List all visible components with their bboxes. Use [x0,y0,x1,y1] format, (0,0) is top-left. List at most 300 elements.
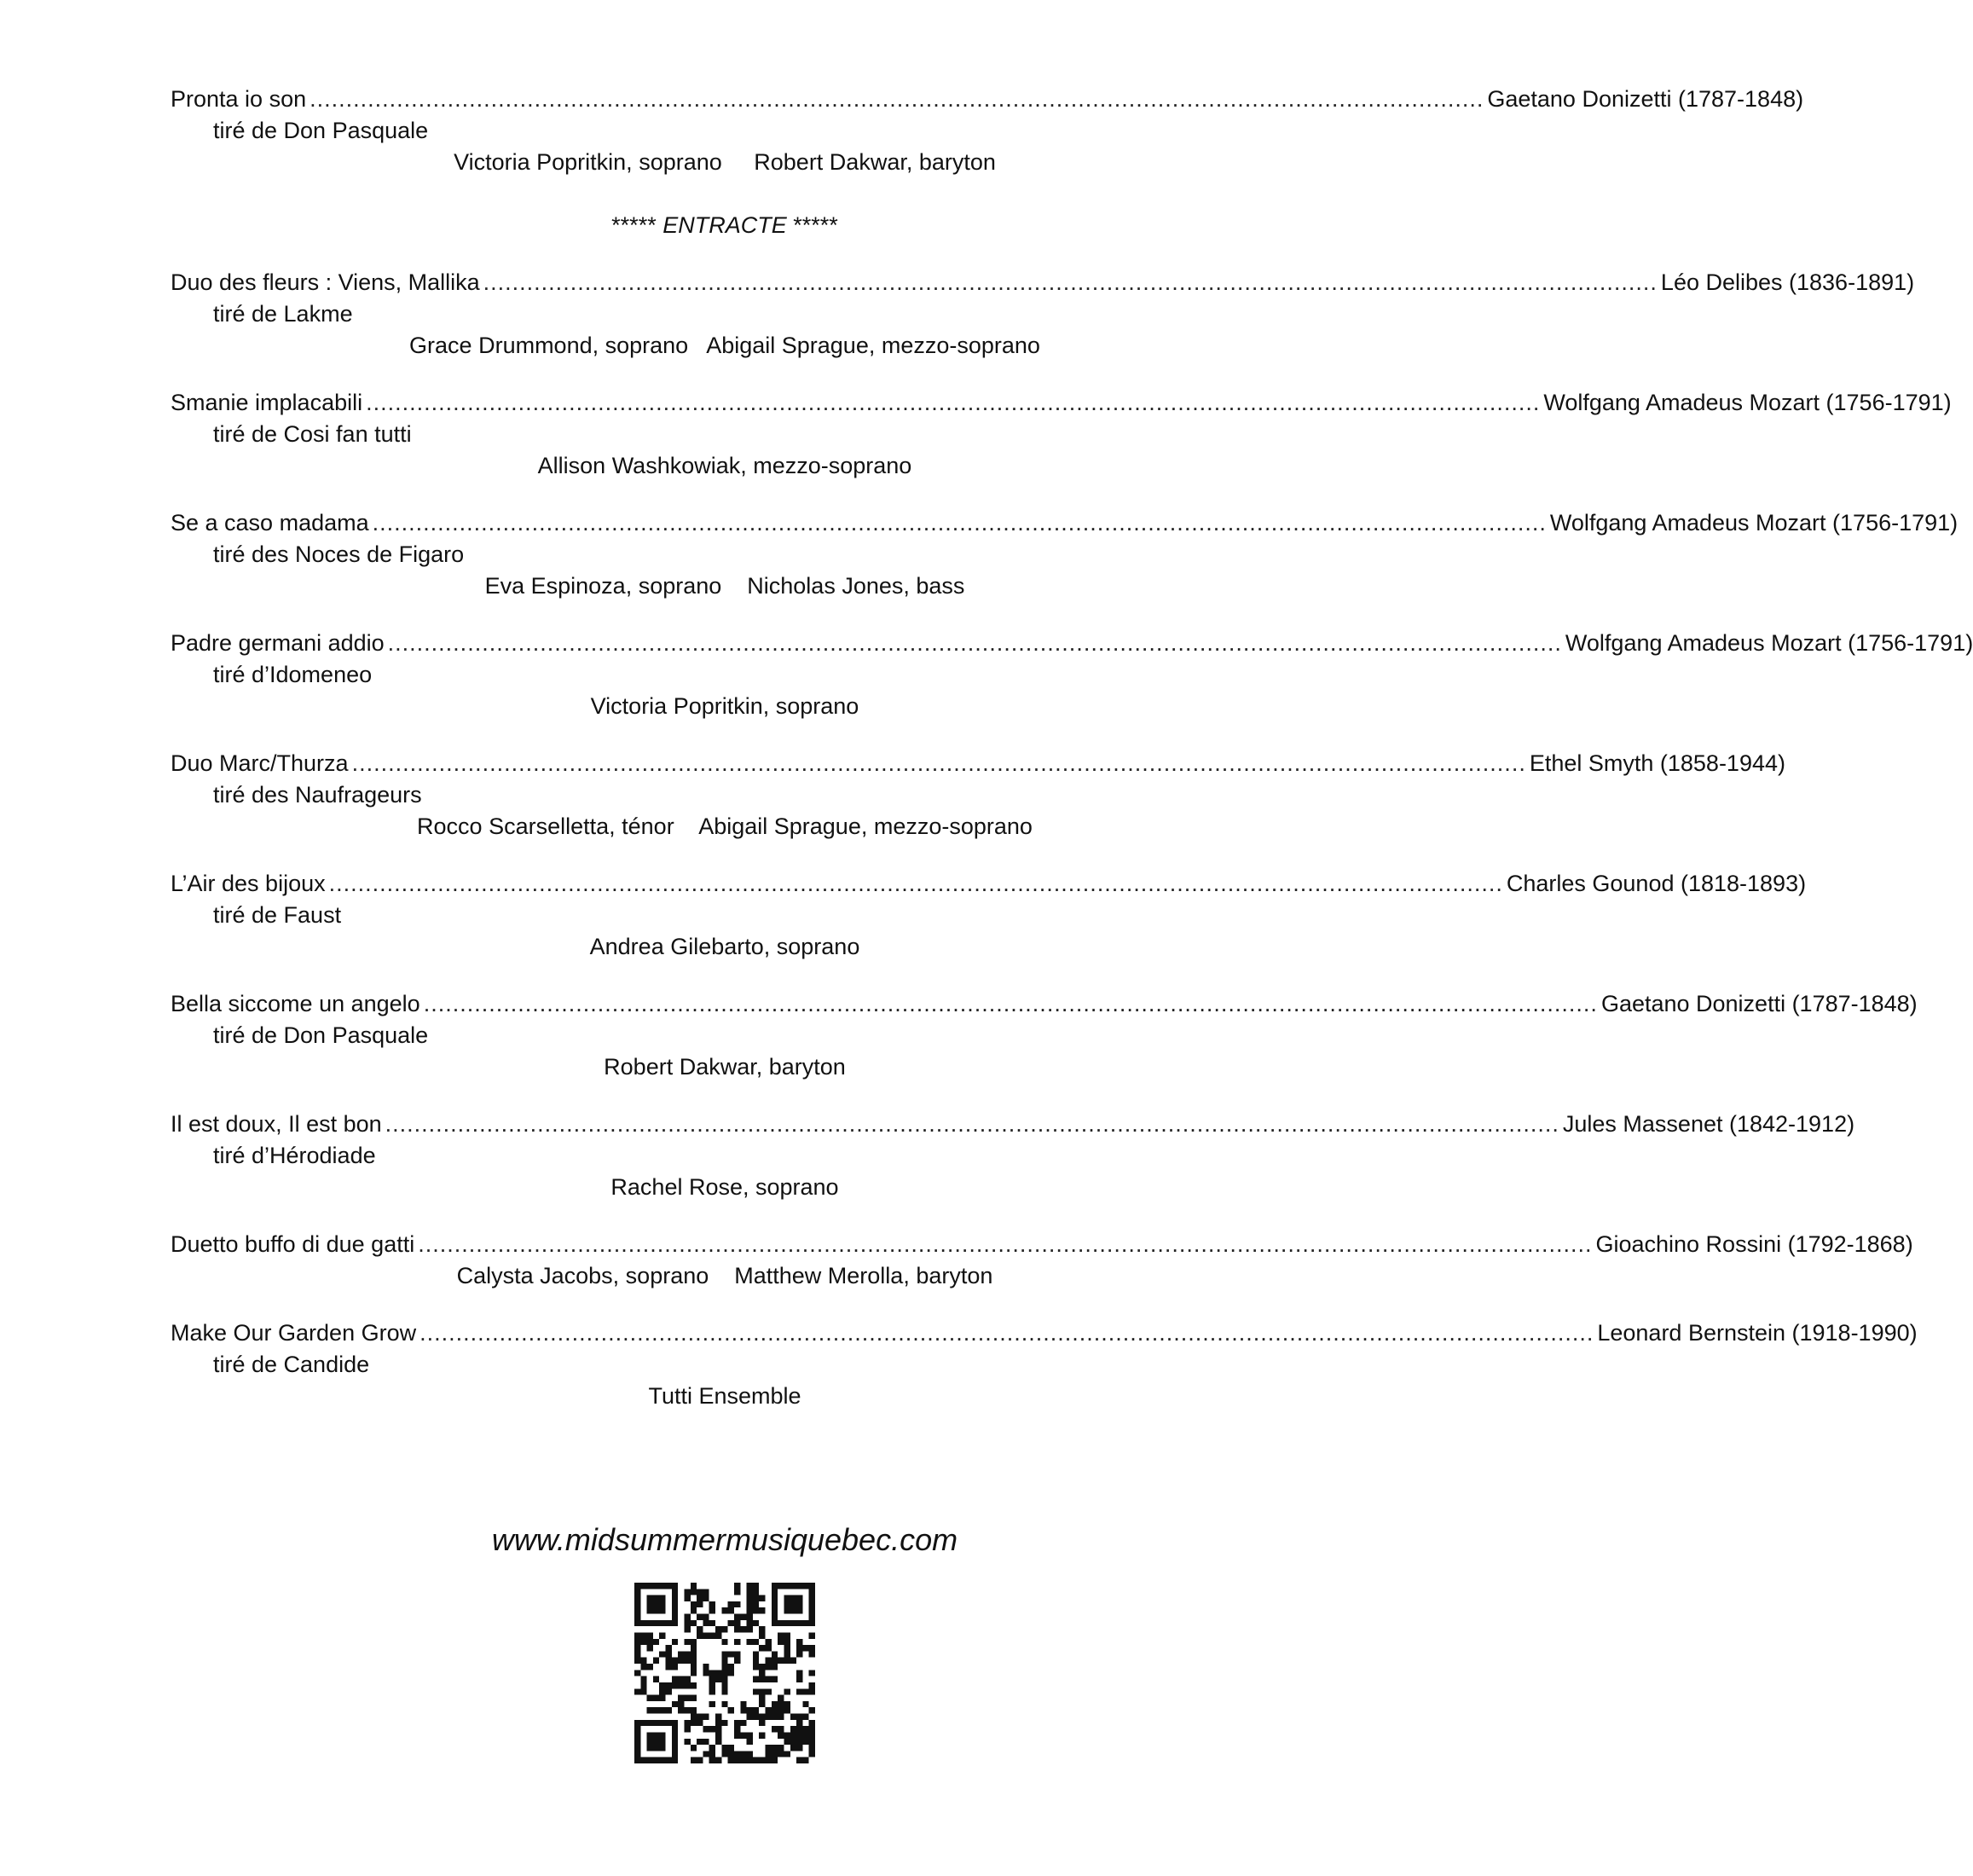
piece-title: Duetto buffo di due gatti [171,1231,415,1257]
qr-module [697,1601,703,1607]
qr-module [778,1751,784,1757]
qr-module [790,1745,796,1751]
entracte-heading [171,210,1279,241]
qr-module [640,1664,646,1670]
qr-module [691,1589,697,1595]
qr-module [740,1701,746,1707]
qr-module [802,1757,808,1763]
qr-module [772,1757,778,1763]
qr-module [653,1695,659,1701]
qr-module [721,1745,727,1751]
qr-module [759,1664,765,1670]
qr-module [759,1720,765,1726]
qr-module [740,1720,746,1726]
qr-module [759,1632,765,1638]
source-opera: tiré de Cosi fan tutti [213,421,412,447]
qr-module [691,1607,697,1613]
qr-module [802,1645,808,1651]
qr-module [796,1714,802,1720]
qr-module [784,1707,790,1713]
qr-module [759,1714,765,1720]
qr-module [728,1751,734,1757]
qr-module [790,1658,796,1664]
qr-module [766,1676,772,1682]
qr-module [759,1695,765,1701]
dot-leader: .................................................................................................................................................................. [366,390,1541,415]
qr-module [666,1664,672,1670]
qr-module [640,1688,646,1694]
programme-item [171,1109,1855,1203]
piece-title: Bella siccome un angelo [171,991,420,1016]
composer: Wolfgang Amadeus Mozart (1756-1791) [1549,510,1959,536]
qr-module [721,1639,727,1645]
qr-module [747,1732,753,1738]
qr-module [647,1664,653,1670]
qr-module [796,1726,802,1732]
qr-module [666,1682,672,1688]
source-opera: tiré d’Idomeneo [213,662,373,687]
piece-title: Il est doux, Il est bon [171,1111,382,1137]
qr-module [766,1658,772,1664]
qr-module [802,1688,808,1694]
qr-module [753,1595,759,1601]
qr-module [734,1751,740,1757]
qr-module [721,1701,727,1707]
qr-module [753,1601,759,1607]
qr-module [747,1583,753,1589]
qr-module [647,1639,653,1645]
source-opera: tiré d’Hérodiade [213,1143,376,1168]
qr-module [684,1720,690,1726]
piece-title: Smanie implacabili [171,390,363,415]
entracte-stars-left: ***** [611,212,657,238]
qr-module [759,1688,765,1694]
qr-module [772,1726,778,1732]
qr-module [778,1658,784,1664]
performers: Grace Drummond, soprano Abigail Sprague, mezzo-soprano [409,333,1040,358]
qr-module [747,1626,753,1632]
qr-module [703,1632,709,1638]
qr-module [691,1682,697,1688]
qr-module [747,1757,753,1763]
qr-module [766,1639,772,1645]
source-opera: tiré des Naufrageurs [213,782,422,808]
qr-module [634,1651,640,1657]
piece-title: Make Our Garden Grow [171,1320,417,1346]
qr-module [753,1707,759,1713]
qr-module [809,1751,815,1757]
composer: Ethel Smyth (1858-1944) [1529,750,1785,776]
qr-module [684,1739,690,1745]
qr-module [734,1614,740,1620]
qr-module [715,1732,721,1738]
programme-list [171,84,1973,1438]
piece-title: Padre germani addio [171,630,385,656]
qr-module [653,1707,659,1713]
qr-module [734,1720,740,1726]
qr-module [809,1707,815,1713]
qr-module [753,1757,759,1763]
qr-module [634,1639,640,1645]
qr-module [759,1701,765,1707]
qr-module [703,1739,709,1745]
qr-module [697,1632,703,1638]
qr-module [691,1620,697,1626]
qr-module [678,1682,684,1688]
qr-module [784,1739,790,1745]
qr-module [684,1589,690,1595]
qr-module [647,1632,653,1638]
qr-module [809,1682,815,1688]
qr-module [678,1676,684,1682]
qr-module [697,1614,703,1620]
qr-module [747,1601,753,1607]
qr-module [747,1639,753,1645]
dot-leader: .................................................................................................................................................................. [423,991,1598,1016]
qr-module [809,1688,815,1694]
qr-module [684,1651,690,1657]
performers: Calysta Jacobs, soprano Matthew Merolla, baryton [456,1263,993,1288]
qr-module [772,1751,778,1757]
qr-module [809,1651,815,1657]
qr-module [740,1757,746,1763]
qr-module [715,1626,721,1632]
qr-module [691,1583,697,1589]
qr-module [653,1658,659,1664]
qr-module [747,1595,753,1601]
qr-module [772,1701,778,1707]
qr-module [672,1701,678,1707]
qr-module [772,1714,778,1720]
qr-module [709,1751,715,1757]
qr-module [684,1682,690,1688]
qr-module [715,1632,721,1638]
composer: Léo Delibes (1836-1891) [1660,269,1915,295]
qr-module [640,1639,646,1645]
qr-module [740,1614,746,1620]
qr-module [734,1601,740,1607]
qr-module [802,1714,808,1720]
qr-module [734,1626,740,1632]
qr-module [790,1726,796,1732]
piece-title: Duo des fleurs : Viens, Mallika [171,269,480,295]
programme-item [171,84,1804,178]
qr-module [766,1745,772,1751]
qr-module [766,1751,772,1757]
qr-module [640,1682,646,1688]
qr-module [796,1720,802,1726]
qr-module [802,1732,808,1738]
qr-module [678,1651,684,1657]
qr-module [734,1639,740,1645]
dot-leader: .................................................................................................................................................................. [310,86,1484,112]
qr-module [802,1726,808,1732]
qr-module [809,1720,815,1726]
qr-module [796,1745,802,1751]
qr-module [703,1614,709,1620]
qr-module [684,1620,690,1626]
qr-module [697,1720,703,1726]
qr-module [809,1726,815,1732]
qr-module [778,1726,784,1732]
qr-module [709,1607,715,1613]
qr-module [778,1732,784,1738]
qr-module [759,1626,765,1632]
qr-module [684,1614,690,1620]
composer: Gaetano Donizetti (1787-1848) [1487,86,1804,112]
qr-module [766,1664,772,1670]
qr-module [715,1726,721,1732]
qr-module [753,1664,759,1670]
qr-module [740,1707,746,1713]
qr-module [703,1595,709,1601]
qr-module [778,1632,784,1638]
qr-module [697,1739,703,1745]
qr-module [666,1651,672,1657]
qr-module [778,1707,784,1713]
qr-module [703,1714,709,1720]
qr-module [634,1645,640,1651]
qr-module [753,1583,759,1589]
qr-module [709,1757,715,1763]
qr-module [753,1589,759,1595]
piece-title: Pronta io son [171,86,307,112]
qr-module [666,1707,672,1713]
qr-module [709,1726,715,1732]
qr-module [640,1676,646,1682]
qr-module [734,1726,740,1732]
qr-module [796,1651,802,1657]
qr-module [691,1651,697,1657]
qr-module [753,1651,759,1657]
qr-module [772,1676,778,1682]
qr-module [672,1664,678,1670]
qr-module [709,1701,715,1707]
programme-item [171,868,1807,963]
qr-module [647,1645,653,1651]
qr-module [728,1745,734,1751]
qr-module [772,1658,778,1664]
performers: Andrea Gilebarto, soprano [589,934,860,959]
qr-module [766,1714,772,1720]
qr-module [721,1607,727,1613]
qr-module [796,1732,802,1738]
qr-module [697,1626,703,1632]
qr-module [784,1639,790,1645]
qr-module [691,1745,697,1751]
source-opera: tiré de Lakme [213,301,353,327]
qr-module [796,1757,802,1763]
qr-module [784,1651,790,1657]
qr-module [734,1757,740,1763]
qr-module [747,1751,753,1757]
qr-module [721,1626,727,1632]
qr-module [753,1620,759,1626]
performers: Victoria Popritkin, soprano Robert Dakwar, baryton [454,149,996,175]
qr-module [772,1664,778,1670]
qr-module [784,1658,790,1664]
qr-module [697,1714,703,1720]
qr-module [728,1707,734,1713]
qr-code-with-dinosaur-icon [634,1583,815,1763]
qr-module [772,1745,778,1751]
qr-module [672,1658,678,1664]
qr-module [678,1707,684,1713]
qr-module [697,1595,703,1601]
programme-item [171,1317,1918,1412]
qr-module [790,1739,796,1745]
qr-module [747,1589,753,1595]
source-opera: tiré des Noces de Figaro [213,541,465,567]
entracte-stars-right: ***** [793,212,838,238]
qr-module [802,1739,808,1745]
qr-module [778,1714,784,1720]
qr-module [740,1626,746,1632]
performers: Victoria Popritkin, soprano [590,693,859,719]
qr-module [734,1620,740,1626]
performers: Robert Dakwar, baryton [604,1054,846,1080]
piece-title: Se a caso madama [171,510,369,536]
qr-module [809,1632,815,1638]
qr-module [753,1714,759,1720]
qr-module [715,1757,721,1763]
qr-module [778,1745,784,1751]
qr-module [778,1695,784,1701]
qr-module [759,1607,765,1613]
programme-item [171,628,1973,722]
qr-module [734,1589,740,1595]
qr-module [784,1751,790,1757]
qr-module [747,1714,753,1720]
qr-module [672,1676,678,1682]
qr-module [634,1688,640,1694]
qr-module [809,1745,815,1751]
qr-module [740,1751,746,1757]
qr-module [796,1645,802,1651]
qr-module [659,1695,665,1701]
dot-leader: .................................................................................................................................................................. [385,1111,1559,1137]
qr-module [709,1745,715,1751]
qr-module [634,1658,640,1664]
qr-module [759,1670,765,1676]
qr-module [728,1620,734,1626]
composer: Gioachino Rossini (1792-1868) [1595,1231,1913,1257]
programme-item [171,387,1952,482]
composer: Jules Massenet (1842-1912) [1562,1111,1855,1137]
qr-module [634,1632,640,1638]
qr-module [759,1676,765,1682]
qr-module [666,1645,672,1651]
composer: Wolfgang Amadeus Mozart (1756-1791) [1565,630,1973,656]
composer: Leonard Bernstein (1918-1990) [1597,1320,1918,1346]
qr-module [659,1707,665,1713]
qr-module [703,1726,709,1732]
qr-module [753,1607,759,1613]
performers: Eva Espinoza, soprano Nicholas Jones, bass [484,573,965,599]
qr-module [672,1682,678,1688]
qr-module [728,1607,734,1613]
composer: Wolfgang Amadeus Mozart (1756-1791) [1543,390,1952,415]
source-opera: tiré de Don Pasquale [213,118,429,143]
qr-module [790,1732,796,1738]
qr-module [747,1620,753,1626]
qr-module [759,1645,765,1651]
qr-module [796,1676,802,1682]
qr-module [766,1688,772,1694]
composer: Gaetano Donizetti (1787-1848) [1600,991,1918,1016]
performers: Rocco Scarselletta, ténor Abigail Sprague, mezzo-soprano [417,814,1033,839]
qr-module [759,1595,765,1601]
qr-module [684,1695,690,1701]
qr-module [728,1601,734,1607]
qr-module [809,1670,815,1676]
qr-module [709,1620,715,1626]
qr-module [653,1639,659,1645]
qr-module [753,1688,759,1694]
qr-module [784,1688,790,1694]
source-opera: tiré de Candide [213,1352,370,1377]
qr-module [697,1757,703,1763]
programme-item [171,507,1959,602]
qr-module [691,1720,697,1726]
qr-module [678,1658,684,1664]
qr-module [766,1707,772,1713]
qr-module [691,1670,697,1676]
dot-leader: .................................................................................................................................................................. [372,510,1547,536]
qr-module [666,1688,672,1694]
qr-module [684,1658,690,1664]
qr-module [747,1739,753,1745]
website-url[interactable]: www.midsummermusiquebec.com [491,1522,958,1557]
qr-module [747,1707,753,1713]
qr-module [721,1720,727,1726]
qr-module [772,1651,778,1657]
performers: Rachel Rose, soprano [610,1174,839,1200]
dot-leader: .................................................................................................................................................................. [483,269,1658,295]
qr-module [796,1739,802,1745]
dot-leader: .................................................................................................................................................................. [387,630,1562,656]
qr-module [790,1714,796,1720]
qr-module [709,1601,715,1607]
entracte-word: ENTRACTE [662,212,787,238]
qr-module [759,1757,765,1763]
qr-module [747,1607,753,1613]
source-opera: tiré de Don Pasquale [213,1022,429,1048]
performers: Allison Washkowiak, mezzo-soprano [537,453,912,478]
qr-module [778,1639,784,1645]
qr-module [684,1626,690,1632]
programme-item [171,988,1918,1083]
qr-module [640,1632,646,1638]
qr-module [715,1714,721,1720]
qr-module [684,1639,690,1645]
qr-module [684,1595,690,1601]
qr-module [766,1645,772,1651]
qr-module [691,1707,697,1713]
qr-module [691,1658,697,1664]
qr-module [796,1639,802,1645]
qr-module [753,1658,759,1664]
qr-module [753,1676,759,1682]
qr-module [634,1670,640,1676]
qr-module [659,1688,665,1694]
qr-module [759,1732,765,1738]
qr-module [734,1583,740,1589]
qr-module [691,1664,697,1670]
qr-module [809,1732,815,1738]
qr-module [691,1639,697,1645]
piece-title: Duo Marc/Thurza [171,750,349,776]
